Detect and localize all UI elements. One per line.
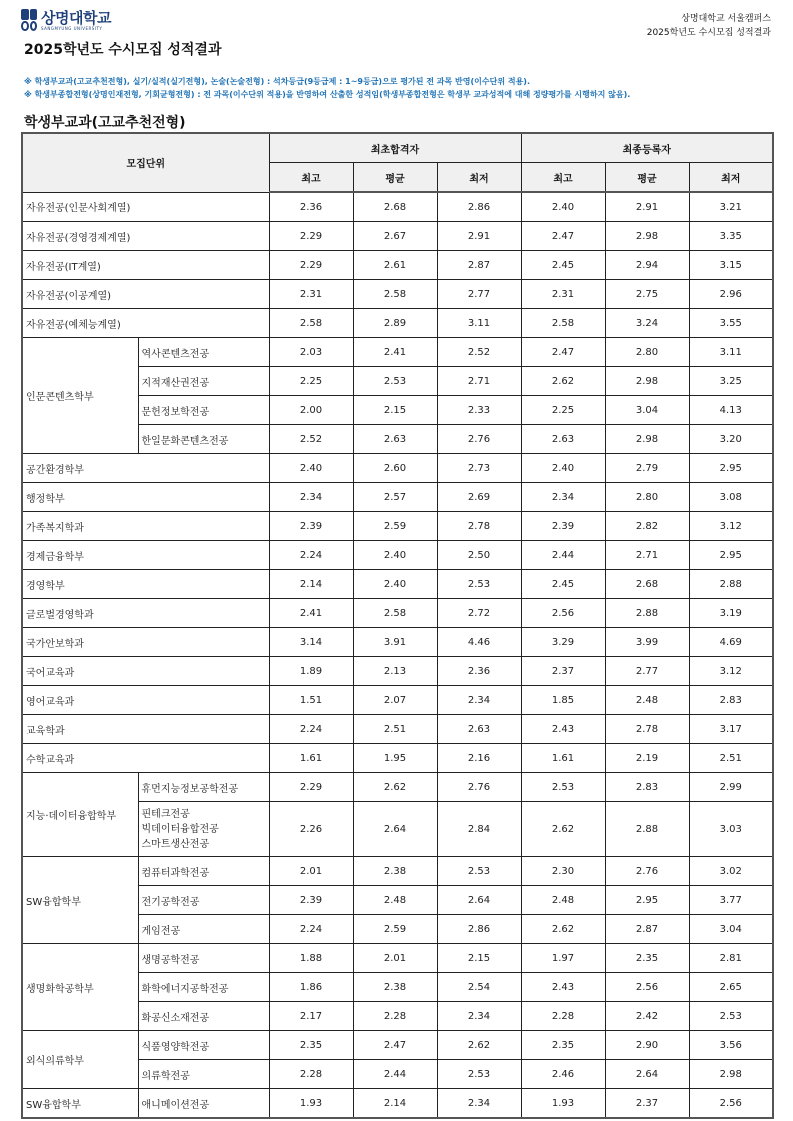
value-cell: 1.89 [269,657,353,686]
value-cell: 2.25 [521,396,605,425]
value-cell: 2.72 [437,599,521,628]
value-cell: 2.84 [437,802,521,857]
table-row [22,599,773,628]
value-cell: 2.80 [605,338,689,367]
value-cell: 2.29 [269,251,353,280]
major-cell: 한일문화콘텐츠전공 [138,425,269,454]
major-cell: 게임전공 [138,915,269,944]
major-cell: 문헌정보학전공 [138,396,269,425]
value-cell: 2.45 [521,251,605,280]
header-col-min-2: 최저 [689,163,773,193]
value-cell: 2.62 [437,1031,521,1060]
value-cell: 3.56 [689,1031,773,1060]
table-row [22,570,773,599]
note-1: ※ 학생부교과(고교추천전형), 실기/실적(실기전형), 논술(논술전형) : 석차등급(9등급제 : 1~9등급)으로 평가된 전 과목 반영(이수단위 적용). [24,77,530,86]
value-cell: 2.39 [521,512,605,541]
table-row [22,338,773,367]
value-cell: 3.02 [689,857,773,886]
value-cell: 2.77 [605,657,689,686]
value-cell: 2.44 [521,541,605,570]
value-cell: 2.76 [605,857,689,886]
table-row [22,454,773,483]
major-cell: 식품영양학전공 [138,1031,269,1060]
value-cell: 2.98 [605,367,689,396]
value-cell: 2.48 [521,886,605,915]
dept-cell: 인문콘텐츠학부 [22,338,138,454]
value-cell: 2.62 [521,915,605,944]
header-right [647,12,771,40]
value-cell: 2.39 [269,512,353,541]
dept-cell: 지능·데이터융합학부 [22,773,138,857]
value-cell: 2.78 [437,512,521,541]
value-cell: 2.34 [437,1002,521,1031]
value-cell: 1.97 [521,944,605,973]
table-row [22,483,773,512]
value-cell: 2.69 [437,483,521,512]
document-title: 2025학년도 수시모집 성적결과 [24,42,222,58]
value-cell: 2.54 [437,973,521,1002]
value-cell: 1.51 [269,686,353,715]
value-cell: 2.24 [269,541,353,570]
value-cell: 2.01 [269,857,353,886]
unit-cell: 경영학부 [22,570,269,599]
major-cell: 지적재산권전공 [138,367,269,396]
value-cell: 2.30 [521,857,605,886]
value-cell: 2.31 [521,280,605,309]
header-unit: 모집단위 [22,133,269,192]
value-cell: 2.58 [521,309,605,338]
table-row [22,280,773,309]
value-cell: 2.41 [353,338,437,367]
unit-cell: 행정학부 [22,483,269,512]
value-cell: 2.64 [605,1060,689,1089]
unit-cell: 경제금융학부 [22,541,269,570]
value-cell: 3.99 [605,628,689,657]
value-cell: 2.52 [437,338,521,367]
value-cell: 3.55 [689,309,773,338]
value-cell: 2.37 [605,1089,689,1119]
logo-mark-icon [21,9,37,31]
value-cell: 2.90 [605,1031,689,1060]
major-cell: 컴퓨터과학전공 [138,857,269,886]
value-cell: 2.07 [353,686,437,715]
value-cell: 1.93 [269,1089,353,1119]
value-cell: 2.86 [437,915,521,944]
value-cell: 4.69 [689,628,773,657]
value-cell: 2.58 [353,599,437,628]
table-row [22,192,773,222]
major-cell: 휴먼지능정보공학전공 [138,773,269,802]
major-cell: 의류학전공 [138,1060,269,1089]
table-row [22,251,773,280]
value-cell: 2.19 [605,744,689,773]
value-cell: 2.56 [689,1089,773,1119]
value-cell: 2.50 [437,541,521,570]
value-cell: 2.14 [353,1089,437,1119]
table-row [22,541,773,570]
value-cell: 2.45 [521,570,605,599]
value-cell: 2.78 [605,715,689,744]
value-cell: 3.21 [689,192,773,222]
value-cell: 3.24 [605,309,689,338]
value-cell: 2.88 [605,802,689,857]
value-cell: 2.79 [605,454,689,483]
value-cell: 2.95 [689,454,773,483]
value-cell: 2.34 [521,483,605,512]
unit-cell: 국가안보학과 [22,628,269,657]
value-cell: 2.80 [605,483,689,512]
value-cell: 2.37 [521,657,605,686]
header-final-enrollees: 최종등록자 [521,133,773,163]
value-cell: 2.40 [521,454,605,483]
table-row [22,309,773,338]
value-cell: 2.35 [521,1031,605,1060]
value-cell: 2.96 [689,280,773,309]
major-line: 핀테크전공 [141,808,190,820]
value-cell: 2.99 [689,773,773,802]
unit-cell: 공간환경학부 [22,454,269,483]
header-col-max-1: 최고 [269,163,353,193]
unit-cell: 자유전공(이공계열) [22,280,269,309]
value-cell: 2.34 [269,483,353,512]
value-cell: 1.86 [269,973,353,1002]
value-cell: 2.28 [353,1002,437,1031]
value-cell: 2.17 [269,1002,353,1031]
value-cell: 2.95 [689,541,773,570]
value-cell: 2.40 [269,454,353,483]
value-cell: 2.15 [437,944,521,973]
value-cell: 2.63 [353,425,437,454]
value-cell: 2.64 [437,886,521,915]
value-cell: 2.91 [605,192,689,222]
value-cell: 3.04 [689,915,773,944]
value-cell: 2.86 [437,192,521,222]
value-cell: 2.35 [605,944,689,973]
table-row [22,944,773,973]
value-cell: 2.31 [269,280,353,309]
dept-cell: 외식의류학부 [22,1031,138,1089]
value-cell: 2.43 [521,973,605,1002]
value-cell: 3.29 [521,628,605,657]
table-row [22,512,773,541]
value-cell: 2.28 [521,1002,605,1031]
major-cell: 화공신소재전공 [138,1002,269,1031]
value-cell: 2.51 [353,715,437,744]
logo-english-text: SANGMYUNG UNIVERSITY [41,25,103,31]
value-cell: 2.34 [437,1089,521,1119]
value-cell: 2.39 [269,886,353,915]
value-cell: 2.48 [605,686,689,715]
header-initial-admits: 최초합격자 [269,133,521,163]
value-cell: 3.20 [689,425,773,454]
value-cell: 3.25 [689,367,773,396]
value-cell: 2.42 [605,1002,689,1031]
table-row [22,1089,773,1119]
value-cell: 2.16 [437,744,521,773]
value-cell: 2.24 [269,715,353,744]
value-cell: 2.53 [437,570,521,599]
header-col-max-2: 최고 [521,163,605,193]
header-col-avg-2: 평균 [605,163,689,193]
value-cell: 1.85 [521,686,605,715]
value-cell: 2.00 [269,396,353,425]
logo-korean-text: 상명대학교 [41,8,111,27]
value-cell: 2.62 [521,802,605,857]
value-cell: 2.62 [521,367,605,396]
value-cell: 3.14 [269,628,353,657]
major-cell: 화학에너지공학전공 [138,973,269,1002]
value-cell: 2.64 [353,802,437,857]
dept-cell: SW융합학부 [22,857,138,944]
table-row [22,222,773,251]
value-cell: 3.77 [689,886,773,915]
table-row [22,773,773,802]
unit-cell: 가족복지학과 [22,512,269,541]
table-row [22,715,773,744]
value-cell: 2.46 [521,1060,605,1089]
value-cell: 2.52 [269,425,353,454]
value-cell: 2.43 [521,715,605,744]
value-cell: 3.11 [689,338,773,367]
value-cell: 2.41 [269,599,353,628]
value-cell: 4.13 [689,396,773,425]
value-cell: 2.68 [605,570,689,599]
value-cell: 2.57 [353,483,437,512]
campus-label: 상명대학교 서울캠퍼스 [681,14,771,24]
value-cell: 2.25 [269,367,353,396]
value-cell: 2.87 [605,915,689,944]
value-cell: 1.61 [269,744,353,773]
value-cell: 2.60 [353,454,437,483]
value-cell: 2.68 [353,192,437,222]
unit-cell: 자유전공(경영경제계열) [22,222,269,251]
value-cell: 2.56 [521,599,605,628]
unit-cell: 국어교육과 [22,657,269,686]
value-cell: 2.40 [521,192,605,222]
value-cell: 2.59 [353,915,437,944]
value-cell: 2.47 [521,222,605,251]
value-cell: 2.53 [353,367,437,396]
value-cell: 2.87 [437,251,521,280]
value-cell: 2.98 [689,1060,773,1089]
value-cell: 2.98 [605,425,689,454]
value-cell: 2.36 [437,657,521,686]
value-cell: 3.12 [689,657,773,686]
value-cell: 2.63 [521,425,605,454]
value-cell: 2.13 [353,657,437,686]
value-cell: 2.24 [269,915,353,944]
section-title: 학생부교과(고교추천전형) [24,115,186,131]
table-row [22,686,773,715]
value-cell: 2.28 [269,1060,353,1089]
major-cell: 생명공학전공 [138,944,269,973]
value-cell: 2.88 [689,570,773,599]
value-cell: 2.58 [353,280,437,309]
major-cell: 전기공학전공 [138,886,269,915]
unit-cell: 자유전공(예체능계열) [22,309,269,338]
value-cell: 4.46 [437,628,521,657]
value-cell: 2.33 [437,396,521,425]
value-cell: 2.61 [353,251,437,280]
value-cell: 3.35 [689,222,773,251]
value-cell: 2.83 [689,686,773,715]
value-cell: 2.29 [269,773,353,802]
value-cell: 3.11 [437,309,521,338]
value-cell: 2.77 [437,280,521,309]
table-row [22,628,773,657]
major-cell: 애니메이션전공 [138,1089,269,1119]
notes [24,75,630,101]
value-cell: 3.08 [689,483,773,512]
dept-cell: SW융합학부 [22,1089,138,1119]
value-cell: 2.71 [437,367,521,396]
value-cell: 2.47 [521,338,605,367]
unit-cell: 교육학과 [22,715,269,744]
value-cell: 2.76 [437,773,521,802]
value-cell: 2.34 [437,686,521,715]
value-cell: 2.89 [353,309,437,338]
value-cell: 2.53 [437,857,521,886]
value-cell: 2.44 [353,1060,437,1089]
dept-cell: 생명화학공학부 [22,944,138,1031]
value-cell: 2.03 [269,338,353,367]
header-col-min-1: 최저 [437,163,521,193]
value-cell: 2.38 [353,857,437,886]
value-cell: 2.14 [269,570,353,599]
value-cell: 3.04 [605,396,689,425]
value-cell: 3.03 [689,802,773,857]
value-cell: 2.35 [269,1031,353,1060]
value-cell: 2.63 [437,715,521,744]
value-cell: 2.88 [605,599,689,628]
value-cell: 2.36 [269,192,353,222]
value-cell: 2.71 [605,541,689,570]
value-cell: 2.82 [605,512,689,541]
header-doc-title: 2025학년도 수시모집 성적결과 [646,28,771,38]
value-cell: 2.83 [605,773,689,802]
header-col-avg-1: 평균 [353,163,437,193]
unit-cell: 자유전공(인문사회계열) [22,192,269,222]
value-cell: 2.40 [353,541,437,570]
value-cell: 2.53 [521,773,605,802]
value-cell: 2.26 [269,802,353,857]
value-cell: 2.38 [353,973,437,1002]
value-cell: 2.94 [605,251,689,280]
value-cell: 2.81 [689,944,773,973]
value-cell: 2.67 [353,222,437,251]
value-cell: 2.59 [353,512,437,541]
university-logo [21,9,111,31]
value-cell: 3.17 [689,715,773,744]
table-row [22,657,773,686]
value-cell: 2.95 [605,886,689,915]
value-cell: 1.95 [353,744,437,773]
value-cell: 2.47 [353,1031,437,1060]
major-line: 스마트생산전공 [141,838,210,850]
unit-cell: 수학교육과 [22,744,269,773]
value-cell: 2.58 [269,309,353,338]
unit-cell: 영어교육과 [22,686,269,715]
value-cell: 2.62 [353,773,437,802]
major-cell-multi [138,802,269,857]
value-cell: 3.91 [353,628,437,657]
value-cell: 2.65 [689,973,773,1002]
major-cell: 역사콘텐츠전공 [138,338,269,367]
major-line: 빅데이터융합전공 [141,823,219,835]
value-cell: 2.53 [437,1060,521,1089]
note-2: ※ 학생부종합전형(상명인재전형, 기회균형전형) : 전 과목(이수단위 적용)을 반영하여 산출한 성적임(학생부종합전형은 학생부 교과성적에 대해 정량평가를 시행하지 않음). [24,90,631,99]
value-cell: 3.19 [689,599,773,628]
value-cell: 2.01 [353,944,437,973]
value-cell: 2.40 [353,570,437,599]
value-cell: 2.48 [353,886,437,915]
value-cell: 3.12 [689,512,773,541]
value-cell: 2.15 [353,396,437,425]
value-cell: 2.98 [605,222,689,251]
value-cell: 2.76 [437,425,521,454]
value-cell: 3.15 [689,251,773,280]
unit-cell: 자유전공(IT계열) [22,251,269,280]
value-cell: 2.51 [689,744,773,773]
value-cell: 2.73 [437,454,521,483]
value-cell: 1.88 [269,944,353,973]
value-cell: 2.75 [605,280,689,309]
value-cell: 1.93 [521,1089,605,1119]
grades-table [21,132,774,1119]
value-cell: 1.61 [521,744,605,773]
value-cell: 2.56 [605,973,689,1002]
value-cell: 2.53 [689,1002,773,1031]
table-row [22,857,773,886]
unit-cell: 글로벌경영학과 [22,599,269,628]
table-row [22,744,773,773]
value-cell: 2.91 [437,222,521,251]
value-cell: 2.29 [269,222,353,251]
table-row [22,1031,773,1060]
